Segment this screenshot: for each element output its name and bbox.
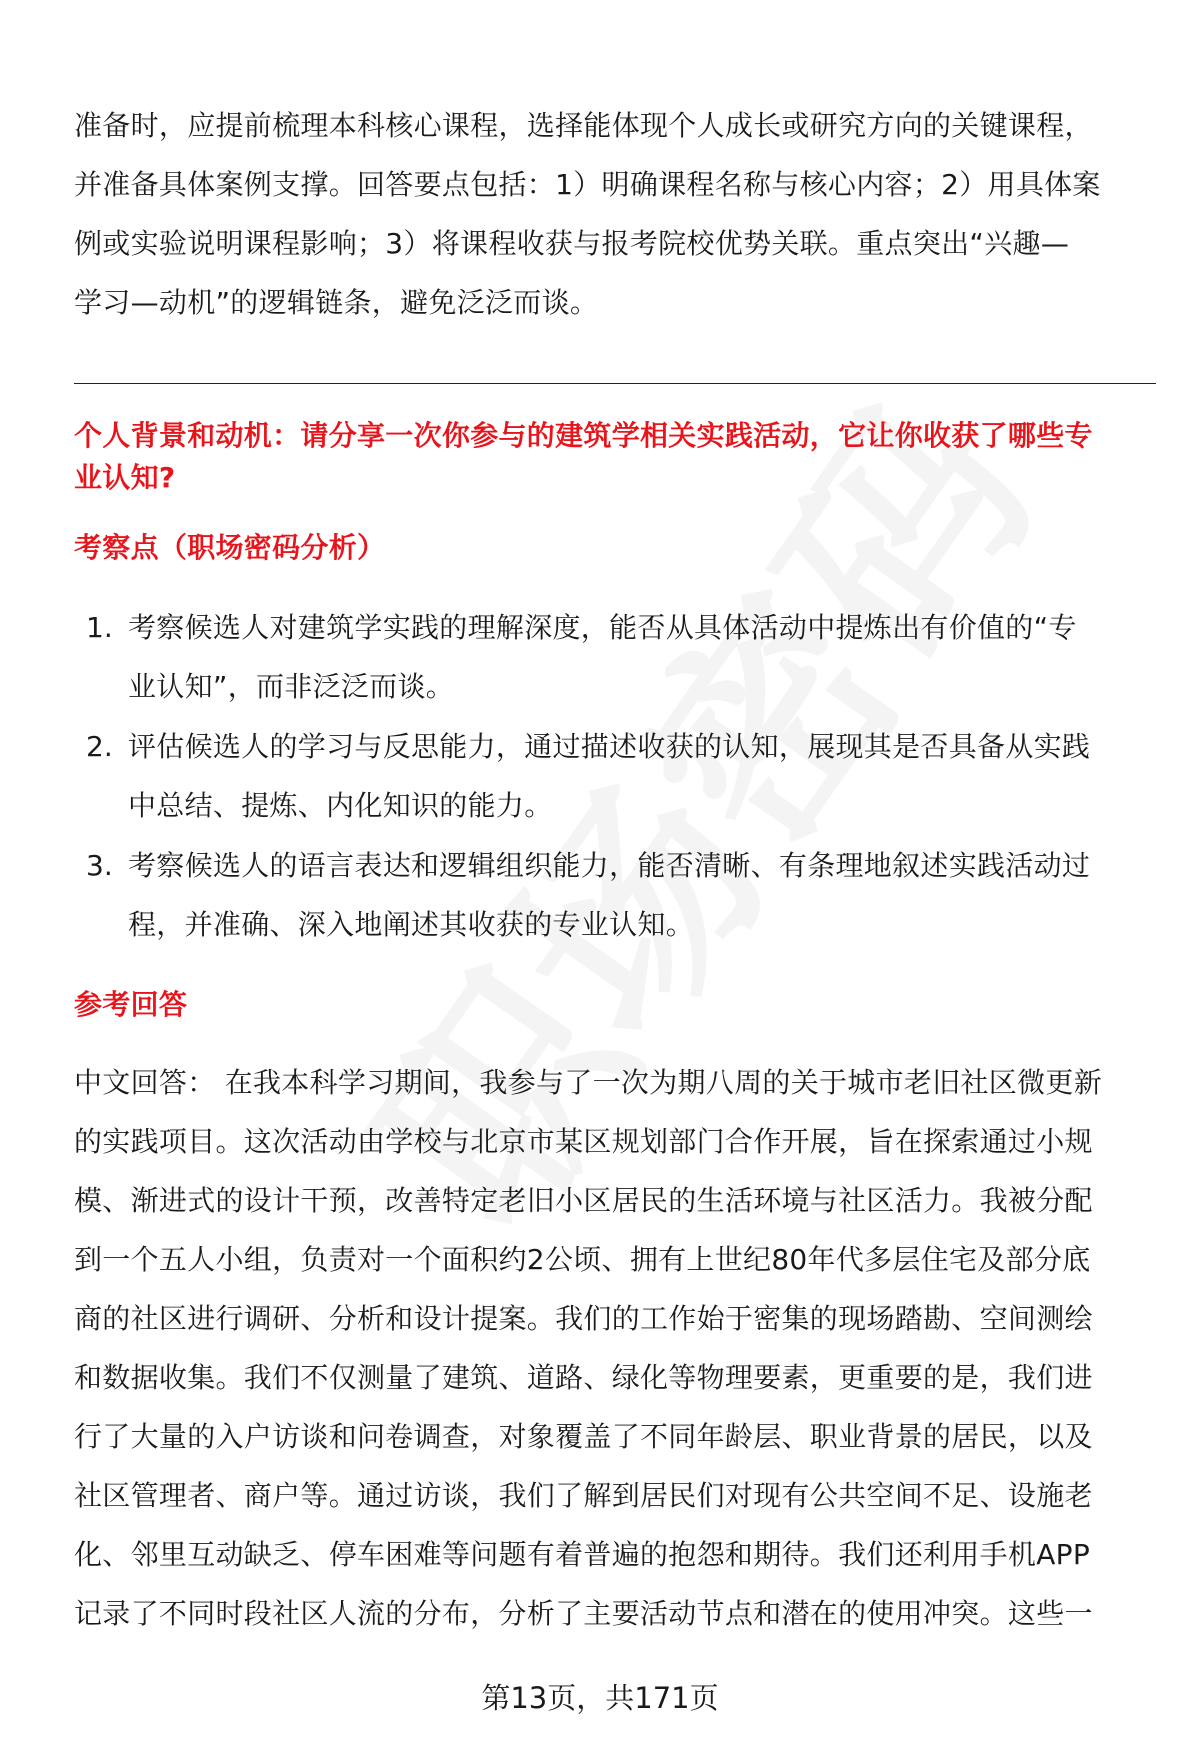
text-line: 社区管理者、商户等。通过访谈，我们了解到居民们对现有公共空间不足、设施老 <box>74 1479 1093 1512</box>
text-line: 中文回答： 在我本科学习期间，我参与了一次为期八周的关于城市老旧社区微更新 <box>74 1066 1103 1099</box>
answer-heading: 参考回答 <box>74 988 188 1021</box>
text-line: 准备时，应提前梳理本科核心课程，选择能体现个人成长或研究方向的关键课程， <box>74 109 1093 142</box>
text-line: 行了大量的入户访谈和问卷调查，对象覆盖了不同年龄层、职业背景的居民，以及 <box>74 1420 1093 1453</box>
list-item-line: 程，并准确、深入地阐述其收获的专业认知。 <box>128 908 695 941</box>
text-line: 的实践项目。这次活动由学校与北京市某区规划部门合作开展，旨在探索通过小规 <box>74 1125 1093 1158</box>
text-line: 到一个五人小组，负责对一个面积约2公顷、拥有上世纪80年代多层住宅及部分底 <box>74 1243 1091 1276</box>
question-line: 个人背景和动机：请分享一次你参与的建筑学相关实践活动，它让你收获了哪些专 <box>74 419 1093 452</box>
list-item-line: 考察候选人的语言表达和逻辑组织能力，能否清晰、有条理地叙述实践活动过 <box>128 849 1091 882</box>
text-line: 并准备具体案例支撑。回答要点包括：1）明确课程名称与核心内容；2）用具体案 <box>74 168 1101 201</box>
text-line: 例或实验说明课程影响；3）将课程收获与报考院校优势关联。重点突出“兴趣— <box>74 227 1070 260</box>
list-item-line: 业认知”，而非泛泛而谈。 <box>128 670 455 703</box>
section-divider <box>74 383 1156 384</box>
question-line: 业认知? <box>74 461 176 494</box>
list-item-line: 考察候选人对建筑学实践的理解深度，能否从具体活动中提炼出有价值的“专 <box>128 611 1077 644</box>
list-item-line: 评估候选人的学习与反思能力，通过描述收获的认知，展现其是否具备从实践 <box>128 730 1091 763</box>
text-line: 化、邻里互动缺乏、停车困难等问题有着普遍的抱怨和期待。我们还利用手机APP <box>74 1538 1091 1571</box>
list-number: 3. <box>86 849 113 882</box>
analysis-heading: 考察点（职场密码分析） <box>74 531 386 564</box>
text-line: 学习—动机”的逻辑链条，避免泛泛而谈。 <box>74 286 599 319</box>
list-number: 2. <box>86 730 113 763</box>
page-number: 第13页，共171页 <box>481 1681 719 1715</box>
text-line: 和数据收集。我们不仅测量了建筑、道路、绿化等物理要素，更重要的是，我们进 <box>74 1361 1093 1394</box>
text-line: 商的社区进行调研、分析和设计提案。我们的工作始于密集的现场踏勘、空间测绘 <box>74 1302 1093 1335</box>
text-line: 模、渐进式的设计干预，改善特定老旧小区居民的生活环境与社区活力。我被分配 <box>74 1184 1093 1217</box>
list-item-line: 中总结、提炼、内化知识的能力。 <box>128 789 553 822</box>
text-line: 记录了不同时段社区人流的分布，分析了主要活动节点和潜在的使用冲突。这些一 <box>74 1597 1093 1630</box>
list-number: 1. <box>86 611 113 644</box>
